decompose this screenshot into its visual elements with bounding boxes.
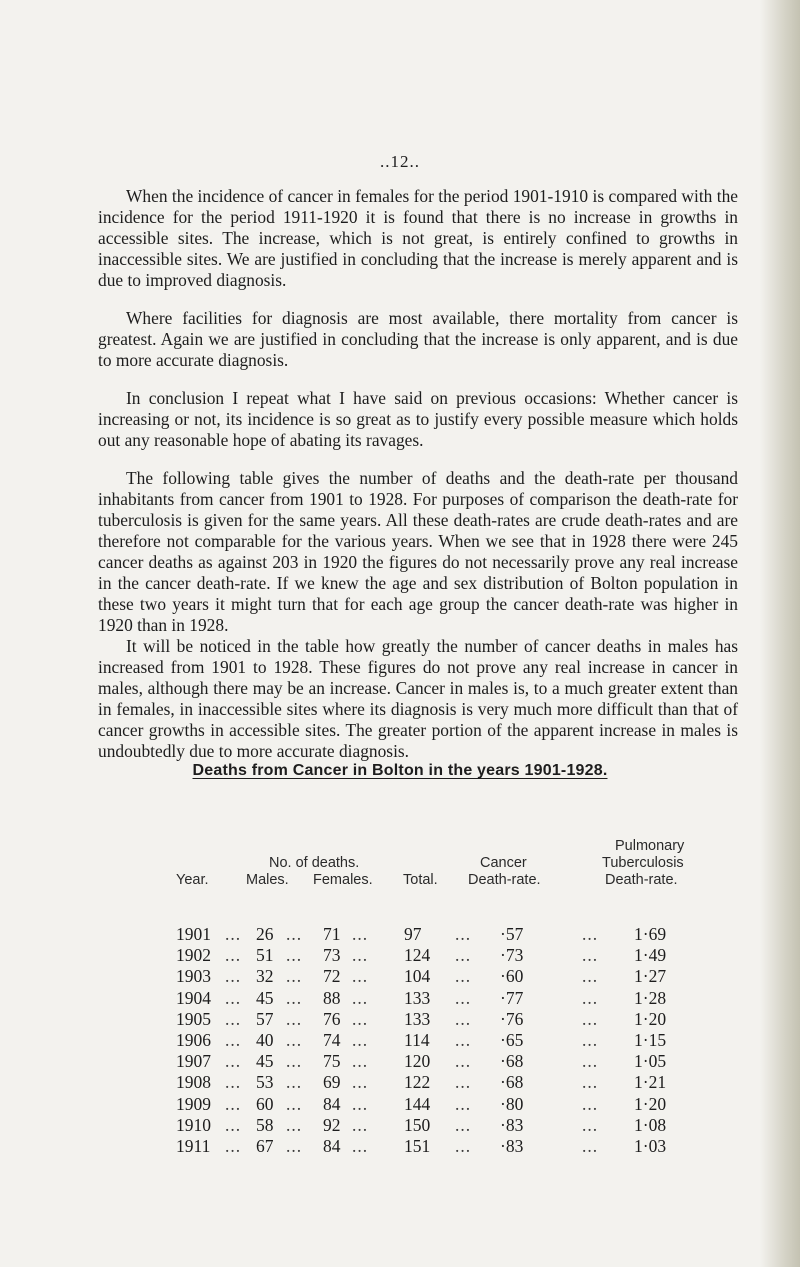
header-cancer: Cancer [480,855,527,871]
leader-dots: ... [455,945,472,966]
leader-dots: ... [582,945,599,966]
cell-cancer-rate: ·65 [500,1029,524,1050]
cell-tb-rate: 1·28 [634,987,667,1008]
leader-dots: ... [582,1135,599,1156]
leader-dots: ... [225,1093,242,1114]
cell-year: 1903 [176,966,211,987]
leader-dots: ... [225,966,242,987]
table-row [0,1051,800,1072]
paragraph-incidence-females: When the incidence of cancer in females for the period 1901-1910 is compared with the incidence for the period 1911-1920 it is found that there is no increase in growths in accessible sites. The increase, which is not great, is entirely confined to growths in inaccessible sites. We are justified in concluding that the increase is merely apparent and is due to improved diagnosis. [98,186,738,290]
table-row [0,1136,800,1157]
cell-year: 1911 [176,1135,211,1156]
cell-cancer-rate: ·83 [500,1114,524,1135]
cell-cancer-rate: ·68 [500,1051,524,1072]
leader-dots: ... [582,1051,599,1072]
leader-dots: ... [225,1029,242,1050]
cell-cancer-rate: ·83 [500,1135,524,1156]
cell-males: 57 [256,1008,274,1029]
leader-dots: ... [225,1008,242,1029]
leader-dots: ... [352,945,369,966]
cell-total: 144 [404,1093,431,1114]
leader-dots: ... [352,1114,369,1135]
leader-dots: ... [455,1029,472,1050]
cell-females: 71 [323,924,341,944]
cell-year: 1901 [176,924,211,944]
table-row [0,1115,800,1136]
cell-total: 104 [404,966,431,987]
cell-females: 73 [323,945,341,966]
table-row [0,1094,800,1115]
leader-dots: ... [582,1114,599,1135]
leader-dots: ... [582,1093,599,1114]
table-title-text: Deaths from Cancer in Bolton in the years 1901-1928. [192,762,608,779]
cell-males: 67 [256,1135,274,1156]
leader-dots: ... [582,987,599,1008]
cell-females: 92 [323,1114,341,1135]
leader-dots: ... [286,1114,303,1135]
cell-females: 72 [323,966,341,987]
table-row [0,988,800,1009]
cell-tb-rate: 1·20 [634,1008,667,1029]
header-total: Total. [403,872,438,888]
cell-cancer-rate: ·76 [500,1008,524,1029]
cell-tb-rate: 1·05 [634,1051,667,1072]
cell-total: 133 [404,1008,431,1029]
cell-tb-rate: 1·27 [634,966,667,987]
leader-dots: ... [225,1072,242,1093]
leader-dots: ... [352,1008,369,1029]
leader-dots: ... [225,1135,242,1156]
leader-dots: ... [352,1051,369,1072]
header-year: Year. [176,872,209,888]
cell-cancer-rate: ·68 [500,1072,524,1093]
leader-dots: ... [455,987,472,1008]
leader-dots: ... [286,1072,303,1093]
table-row [0,945,800,966]
cell-females: 88 [323,987,341,1008]
cell-year: 1902 [176,945,211,966]
header-tb-death-rate: Death-rate. [605,872,678,888]
leader-dots: ... [352,1093,369,1114]
leader-dots: ... [455,1072,472,1093]
cell-tb-rate: 1·21 [634,1072,667,1093]
leader-dots: ... [352,966,369,987]
paragraph-conclusion: In conclusion I repeat what I have said on previous occasions: Whether cancer is increasing or not, its incidence is so great as to justify every possible measure which holds out any reasonable hope of abating its ravages. [98,388,738,450]
cell-tb-rate: 1·03 [634,1135,667,1156]
table-row [0,1030,800,1051]
leader-dots: ... [352,1135,369,1156]
cell-tb-rate: 1·20 [634,1093,667,1114]
cell-cancer-rate: ·60 [500,966,524,987]
cell-males: 40 [256,1029,274,1050]
cell-males: 53 [256,1072,274,1093]
cell-year: 1905 [176,1008,211,1029]
cell-females: 84 [323,1093,341,1114]
cell-tb-rate: 1·69 [634,924,667,944]
leader-dots: ... [455,1008,472,1029]
cell-total: 151 [404,1135,431,1156]
cell-males: 58 [256,1114,274,1135]
table-row [0,966,800,987]
leader-dots: ... [286,1135,303,1156]
cell-cancer-rate: ·57 [500,924,524,944]
cell-year: 1908 [176,1072,211,1093]
cell-females: 69 [323,1072,341,1093]
cell-year: 1907 [176,1051,211,1072]
cell-females: 75 [323,1051,341,1072]
cell-males: 45 [256,987,274,1008]
cell-total: 114 [404,1029,430,1050]
header-cancer-death-rate: Death-rate. [468,872,541,888]
leader-dots: ... [582,966,599,987]
leader-dots: ... [582,924,599,944]
leader-dots: ... [286,966,303,987]
cell-tb-rate: 1·08 [634,1114,667,1135]
cell-tb-rate: 1·49 [634,945,667,966]
leader-dots: ... [352,924,369,944]
cell-males: 45 [256,1051,274,1072]
cell-males: 60 [256,1093,274,1114]
leader-dots: ... [286,987,303,1008]
cell-females: 76 [323,1008,341,1029]
leader-dots: ... [352,1029,369,1050]
cell-males: 26 [256,924,274,944]
paragraph-diagnosis-facilities: Where facilities for diagnosis are most available, there mortality from cancer is greatest. Again we are justified in concluding that the increase is only apparent, and is due to more accurate diagnosis. [98,308,738,370]
leader-dots: ... [455,1135,472,1156]
leader-dots: ... [286,1008,303,1029]
cell-tb-rate: 1·15 [634,1029,667,1050]
body-text [98,186,738,779]
header-pulmonary: Pulmonary [615,838,685,854]
cell-total: 150 [404,1114,431,1135]
header-tuberculosis: Tuberculosis [602,855,684,871]
leader-dots: ... [455,1114,472,1135]
paragraph-table-intro: The following table gives the number of deaths and the death-rate per thousand inhabitants from cancer from 1901 to 1928. For purposes of comparison the death-rate for tuberculosis is given for the same years. All these death-rates are crude death-rates and are therefore not comparable for the various years. When we see that in 1928 there were 245 cancer deaths as against 203 in 1920 the figures do not necessarily prove any real increase in the cancer death-rate. If we knew the age and sex distribution of Bolton population in these two years it might turn that for each age group the cancer death-rate was higher in 1920 than in 1928. [98,468,738,635]
leader-dots: ... [286,924,303,944]
cell-total: 133 [404,987,431,1008]
leader-dots: ... [225,1114,242,1135]
leader-dots: ... [455,1051,472,1072]
cell-males: 51 [256,945,274,966]
cell-males: 32 [256,966,274,987]
cell-year: 1906 [176,1029,211,1050]
table-row [0,924,800,945]
leader-dots: ... [352,1072,369,1093]
leader-dots: ... [286,1051,303,1072]
leader-dots: ... [352,987,369,1008]
leader-dots: ... [582,1072,599,1093]
header-no-of-deaths: No. of deaths. [269,855,360,871]
cell-females: 74 [323,1029,341,1050]
leader-dots: ... [455,924,472,944]
leader-dots: ... [225,945,242,966]
header-males: Males. [246,872,289,888]
leader-dots: ... [286,945,303,966]
cell-total: 120 [404,1051,431,1072]
header-females: Females. [313,872,373,888]
paragraph-males-increase: It will be noticed in the table how greatly the number of cancer deaths in males has increased from 1901 to 1928. These figures do not prove any real increase in cancer in males, although there may be an increase. Cancer in males is, to a much greater extent than in females, in inaccessible sites where its diagnosis is very much more difficult than that of cancer growths in accessible sites. The greater portion of the apparent increase in males is undoubtedly due to more accurate diagnosis. [98,636,738,761]
leader-dots: ... [286,1093,303,1114]
leader-dots: ... [225,924,242,944]
cell-cancer-rate: ·73 [500,945,524,966]
page-number: ..12.. [380,152,420,171]
cell-year: 1910 [176,1114,211,1135]
table-title [0,762,800,780]
deaths-table [0,924,800,1157]
leader-dots: ... [455,1093,472,1114]
cell-year: 1904 [176,987,211,1008]
leader-dots: ... [225,987,242,1008]
cell-total: 97 [404,924,422,944]
cell-cancer-rate: ·77 [500,987,524,1008]
leader-dots: ... [582,1008,599,1029]
cell-year: 1909 [176,1093,211,1114]
table-row [0,1009,800,1030]
leader-dots: ... [286,1029,303,1050]
leader-dots: ... [582,1029,599,1050]
table-headers [0,838,800,908]
cell-total: 122 [404,1072,431,1093]
leader-dots: ... [455,966,472,987]
leader-dots: ... [225,1051,242,1072]
table-row [0,1072,800,1093]
cell-females: 84 [323,1135,341,1156]
cell-total: 124 [404,945,431,966]
cell-cancer-rate: ·80 [500,1093,524,1114]
